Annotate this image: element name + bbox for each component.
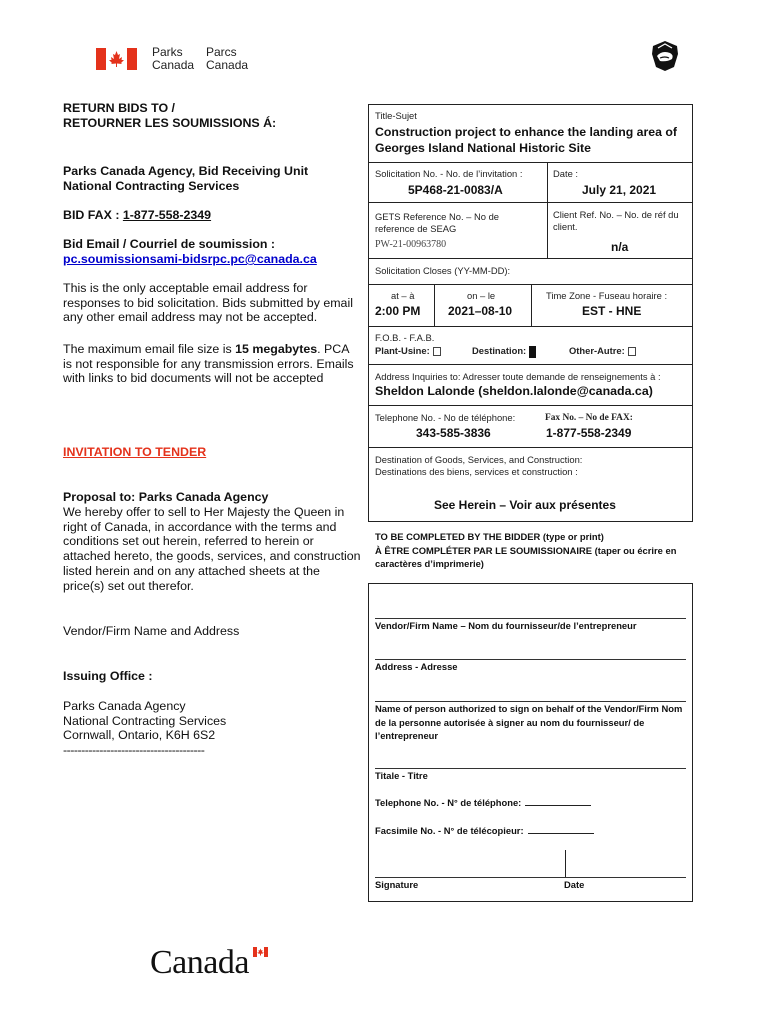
fob-plant-label: Plant-Usine: — [375, 345, 430, 356]
canada-flag-icon — [96, 48, 137, 70]
title-value: Construction project to enhance the landing area of Georges Island National Historic Site — [375, 125, 677, 155]
authorized-name-label: Name of person authorized to sign on behalf of the Vendor/Firm Nom de la personne autorisée à signer au nom du fournisseur/ de l’entrepreneur — [375, 703, 683, 741]
agency-block — [63, 164, 358, 193]
bid-fax-label: BID FAX : — [63, 208, 123, 222]
office-line: National Contracting Services — [63, 713, 227, 728]
issuing-office-label: Issuing Office : — [63, 669, 153, 683]
divider — [547, 162, 548, 202]
destination-label-fr: Destinations des biens, services et construction : — [375, 466, 578, 477]
fob-other-label: Other-Autre: — [569, 345, 625, 356]
solicitation-value: 5P468-21-0083/A — [408, 183, 503, 197]
invitation-to-tender: INVITATION TO TENDER — [63, 445, 207, 459]
return-bids-line-fr: RETOURNER LES SOUMISSIONS Á: — [63, 115, 277, 130]
destination-value: See Herein – Voir aux présentes — [434, 498, 616, 512]
bid-fax-number: 1-877-558-2349 — [122, 208, 212, 222]
file-size-value: 15 megabytes — [235, 342, 318, 356]
divider — [547, 202, 548, 258]
return-bids-heading — [63, 101, 358, 130]
file-size-pre: The maximum email file size is — [63, 342, 236, 356]
telephone-row — [375, 796, 591, 810]
divider — [368, 364, 693, 365]
divider — [368, 326, 693, 327]
agency-line: National Contracting Services — [63, 178, 240, 193]
acceptable-email-note: This is the only acceptable email address for responses to bid solicitation. Bids submitted by email any other email address may not be accepted. — [63, 281, 353, 325]
on-label: on – le — [467, 290, 496, 301]
divider — [531, 284, 532, 326]
divider — [434, 284, 435, 326]
file-size-post: . PCA is not responsible for any transmission errors. Emails with links to bid documents will not be accepted — [63, 342, 354, 386]
signature-label: Signature — [375, 879, 419, 890]
office-line: --------------------------------------- — [63, 743, 205, 758]
office-line: Parks Canada Agency — [63, 699, 186, 713]
at-label: at – à — [391, 290, 415, 301]
issuing-office-address — [63, 699, 358, 758]
other-checkbox[interactable] — [628, 347, 636, 356]
proposal-heading: Proposal to: Parks Canada Agency — [63, 490, 269, 504]
client-ref-value: n/a — [611, 240, 629, 254]
client-ref-label: Client Ref. No. – No. de réf du client. — [553, 209, 679, 232]
gets-value: PW-21-00963780 — [375, 239, 447, 250]
fob-label: F.O.B. - F.A.B. — [375, 332, 435, 343]
canada-wordmark: Canada — [150, 944, 249, 981]
fob-destination-label: Destination: — [472, 345, 527, 356]
gets-label: GETS Reference No. – No de reference de SEAG — [375, 211, 500, 234]
canada-word-fr: Canada — [206, 58, 249, 72]
proposal-text: We hereby offer to sell to Her Majesty the Queen in right of Canada, in accordance with the terms and conditions set out herein, referred to herein or attached hereto, the goods, services, and construction listed herein and on any attached sheets at the price(s) set out therefor. — [63, 505, 361, 593]
divider — [368, 162, 693, 163]
fob-destination — [472, 345, 536, 358]
inquiries-label: Address Inquiries to: Adresser toute demande de renseignements à : — [375, 371, 661, 382]
destination-label-en: Destination of Goods, Services, and Construction: — [375, 454, 583, 465]
wordmark-flag-icon — [253, 947, 268, 957]
date-label-bidder: Date — [564, 879, 585, 890]
bidder-heading — [375, 530, 693, 571]
title-label: Title-Sujet — [375, 110, 417, 121]
on-value: 2021–08-10 — [448, 304, 513, 318]
parcs-canada-fr — [206, 46, 248, 72]
signature-divider — [565, 850, 566, 877]
facsimile-input[interactable] — [528, 824, 594, 834]
bid-email-row — [63, 252, 358, 267]
fax-label: Fax No. – No de FAX: — [545, 413, 633, 423]
plant-checkbox[interactable] — [433, 347, 441, 356]
vendor-name-label: Vendor/Firm Name – Nom du fournisseur/de l’entrepreneur — [375, 620, 637, 631]
divider — [368, 202, 693, 203]
parks-canada-en — [152, 46, 194, 72]
facsimile-row — [375, 824, 594, 838]
telephone-input[interactable] — [525, 796, 591, 806]
destination-label — [375, 454, 582, 478]
fob-other — [569, 345, 636, 357]
signature-input[interactable] — [375, 877, 686, 878]
title-label-bidder: Titale - Titre — [375, 770, 428, 781]
date-label: Date : — [553, 168, 579, 179]
divider — [368, 405, 693, 406]
telephone-label: Telephone No. - N° de téléphone: — [375, 797, 522, 808]
divider — [368, 447, 693, 448]
vendor-address-label: Vendor/Firm Name and Address — [63, 624, 240, 638]
divider — [368, 258, 693, 259]
return-bids-line-en: RETURN BIDS TO / — [63, 101, 175, 115]
parcs-word: Parcs — [206, 45, 237, 59]
fax-value: 1-877-558-2349 — [546, 426, 632, 440]
solicitation-label: Solicitation No. - No. de l’invitation : — [375, 168, 523, 179]
bid-fax — [63, 208, 358, 223]
agency-line: Parks Canada Agency, Bid Receiving Unit — [63, 164, 309, 178]
fob-plant — [375, 345, 441, 357]
at-value: 2:00 PM — [375, 304, 421, 318]
facsimile-label: Facsimile No. - N° de télécopieur: — [375, 825, 524, 836]
canada-word: Canada — [152, 58, 195, 72]
bid-email-link[interactable]: pc.soumissionsami-bidsrpc.pc@canada.ca — [63, 252, 317, 266]
office-line: Cornwall, Ontario, K6H 6S2 — [63, 728, 216, 743]
phone-value: 343-585-3836 — [416, 426, 491, 440]
tz-label: Time Zone - Fuseau horaire : — [546, 290, 668, 301]
tz-value: EST - HNE — [582, 304, 642, 318]
bidder-heading-fr: À ÊTRE COMPLÉTER PAR LE SOUMISSIONAIRE (taper ou écrire en caractères d’imprimerie) — [375, 544, 677, 569]
parks-canada-beaver-icon — [650, 40, 680, 72]
bidder-heading-en: TO BE COMPLETED BY THE BIDDER (type or print) — [375, 531, 604, 542]
parks-word: Parks — [152, 45, 183, 59]
destination-checkbox[interactable] — [529, 346, 536, 358]
address-label: Address - Adresse — [375, 661, 458, 672]
invitation-row — [63, 445, 358, 460]
closes-label: Solicitation Closes (YY-MM-DD): — [375, 265, 511, 276]
file-size-note — [63, 342, 358, 386]
inquiries-value: Sheldon Lalonde (sheldon.lalonde@canada.ca) — [375, 384, 653, 398]
date-value: July 21, 2021 — [582, 183, 657, 197]
phone-label: Telephone No. - No de téléphone: — [375, 412, 516, 423]
bid-email-label: Bid Email / Courriel de soumission : — [63, 237, 276, 251]
